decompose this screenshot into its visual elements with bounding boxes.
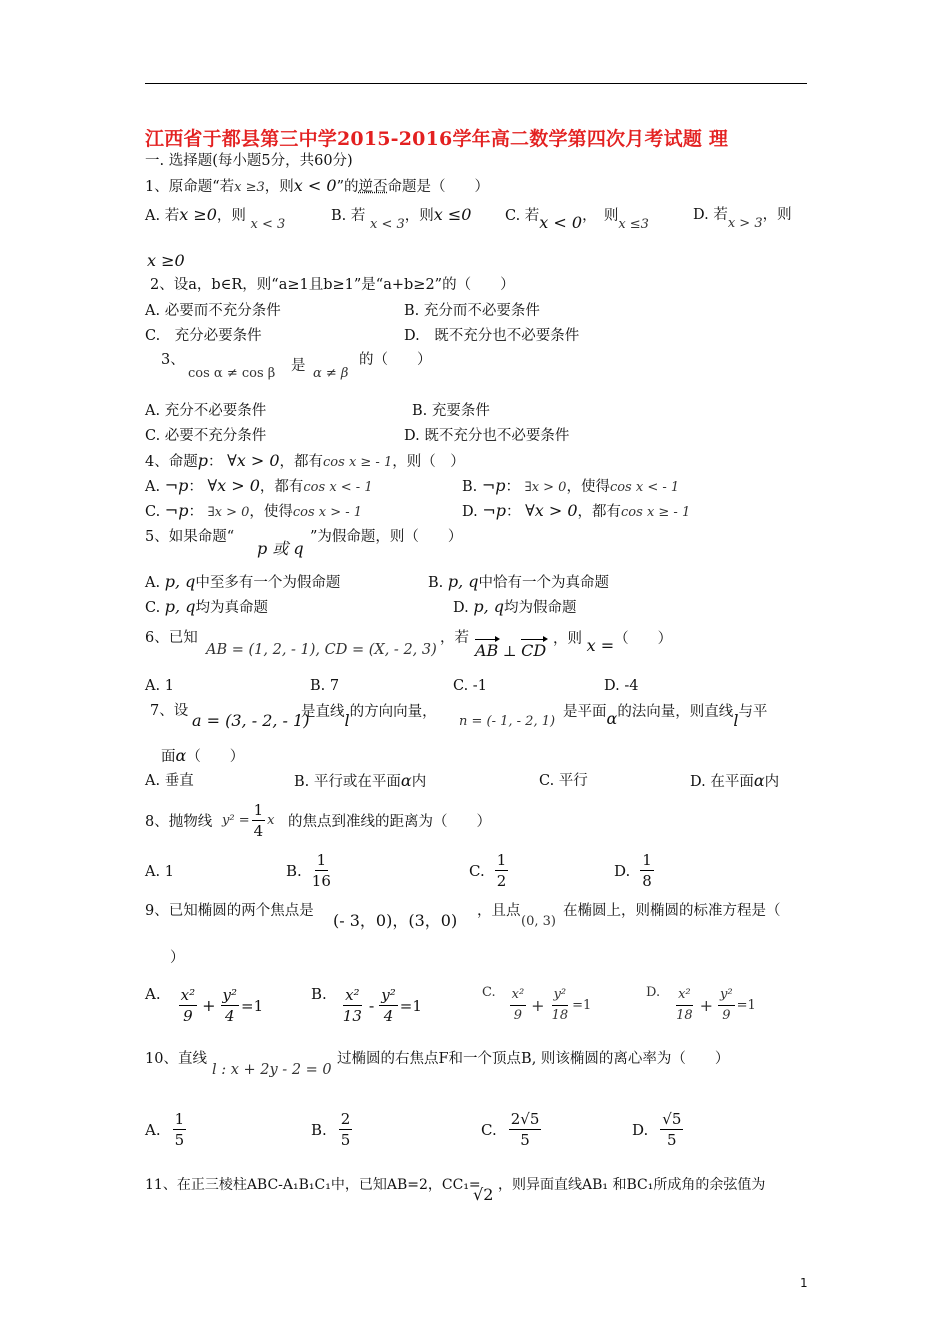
question-8-option-b: B. $\frac{1}{16}$ <box>286 851 331 890</box>
question-2-option-d: D. 既不充分也不必要条件 <box>404 328 580 344</box>
question-4-option-c: C. ¬p： ∃x > 0，使得cos x > - 1 <box>145 501 363 520</box>
question-1-option-b: B. 若 x < 3，则x ≤0 <box>331 205 472 232</box>
question-3-option-b: B. 充要条件 <box>412 403 490 419</box>
question-9-option-d: D. $\frac{\text{x²}}{18}$ + $\frac{\text{y²}}{9}$ =1 <box>646 985 756 1023</box>
question-6-stem-b: ，若 <box>440 630 469 646</box>
question-9-option-a: A. $\frac{\text{x²}}{9}$ + $\frac{\text{y²}}{4}$ =1 <box>145 985 264 1025</box>
question-9-stem-c: 在椭圆上，则椭圆的标准方程是（ <box>563 903 781 919</box>
question-5-option-a: A. p, q中至多有一个为假命题 <box>145 572 341 591</box>
question-6-stem-c: ，则 x =（ ） <box>553 631 673 655</box>
question-10-line: l : x + 2y - 2 = 0 <box>212 1062 332 1078</box>
question-3-number: 3、 <box>161 352 185 368</box>
question-3-tail: 的（ ） <box>359 352 432 368</box>
question-9-stem-b: ，且点 <box>477 903 521 919</box>
question-11-stem-b: ，则异面直线AB₁ 和BC₁所成角的余弦值为 <box>498 1177 766 1193</box>
header-rule <box>145 83 807 84</box>
question-1-option-d-cont: x ≥0 <box>147 251 185 270</box>
question-7-option-c: C. 平行 <box>539 773 588 789</box>
question-1-option-d: D. 若x > 3，则 <box>693 207 792 231</box>
emphasis-dots: 逆否 <box>358 179 388 195</box>
question-7-stem-c: 是平面α的法向量，则直线l与平 <box>563 704 768 730</box>
question-6-option-b: B. 7 <box>310 678 340 694</box>
question-4-option-a: A. ¬p： ∀x > 0，都有cos x < - 1 <box>145 476 373 495</box>
vector-ab: AB <box>475 641 499 660</box>
question-5-option-b: B. p, q中恰有一个为真命题 <box>428 572 610 591</box>
question-7-stem-a: 7、设 <box>150 703 189 719</box>
fraction: $\frac{1}{4}$ <box>253 801 264 840</box>
question-3-is: 是 <box>291 358 306 374</box>
question-3-option-c: C. 必要不充分条件 <box>145 428 267 444</box>
page-title: 江西省于都县第三中学2015-2016学年高二数学第四次月考试题 理 <box>145 128 729 150</box>
question-4-stem: 4、命题p： ∀x > 0，都有cos x ≥ - 1，则（ ） <box>145 451 465 470</box>
question-6-expr: AB = (1, 2, - 1), CD = (X, - 2, 3) <box>206 642 437 658</box>
question-10-option-d: D. $\frac{√5}{5}$ <box>632 1110 682 1149</box>
question-8-stem: 8、抛物线 <box>145 814 213 830</box>
question-5-stem-a: 5、如果命题“ <box>145 529 235 545</box>
section-heading: 一. 选择题(每小题5分，共60分) <box>145 153 353 169</box>
question-9-option-b: B. $\frac{\text{x²}}{13}$ - $\frac{\text{y²}}{4}$ =1 <box>311 985 422 1025</box>
question-9-stem-a: 9、已知椭圆的两个焦点是 <box>145 903 314 919</box>
question-6-stem-a: 6、已知 <box>145 630 198 646</box>
question-3-option-d: D. 既不充分也不必要条件 <box>404 428 570 444</box>
question-10-option-a: A. $\frac{1}{5}$ <box>145 1110 185 1149</box>
question-1-stem: 1、原命题“若x ≥3，则x < 0”的逆否命题是（ ） <box>145 176 489 195</box>
question-9-point: (0, 3) <box>521 914 556 929</box>
question-8-option-a: A. 1 <box>145 864 174 880</box>
question-5-option-d: D. p, q均为假命题 <box>453 597 577 616</box>
question-8-option-c: C. $\frac{1}{2}$ <box>469 851 507 890</box>
question-11-stem-a: 11、在正三棱柱ABC-A₁B₁C₁中，已知AB=2，CC₁= <box>145 1177 481 1193</box>
vector-cd: CD <box>521 641 547 660</box>
question-7-stem-d: 面α（ ） <box>161 746 245 765</box>
question-7-option-a: A. 垂直 <box>145 773 194 789</box>
question-1-option-a: A. 若x ≥0，则 x < 3 <box>145 205 286 232</box>
question-7-vector-a: a = (3, - 2, - 1) <box>192 711 310 730</box>
question-8-equation: y² = $\frac{1}{4}$ x <box>222 801 275 840</box>
question-7-option-d: D. 在平面α内 <box>690 771 780 790</box>
question-3-expr-angle: α ≠ β <box>313 366 349 381</box>
question-3-expr-cos: cos α ≠ cos β <box>188 366 276 381</box>
question-5-expr: p 或 q <box>257 539 304 558</box>
question-10-stem-b: 过椭圆的右焦点F和一个顶点B, 则该椭圆的离心率为（ ） <box>337 1051 730 1067</box>
question-2-option-c: C. 充分必要条件 <box>145 328 262 344</box>
question-8-stem-b: 的焦点到准线的距离为（ ） <box>288 814 491 830</box>
question-7-option-b: B. 平行或在平面α内 <box>294 771 427 790</box>
question-10-stem-a: 10、直线 <box>145 1051 207 1067</box>
question-6-option-c: C. -1 <box>453 678 487 694</box>
question-6-option-d: D. -4 <box>604 678 639 694</box>
question-1-option-c: C. 若x < 0， 则x ≤3 <box>505 208 649 232</box>
question-4-option-b: B. ¬p： ∃x > 0，使得cos x < - 1 <box>462 476 680 495</box>
question-6-option-a: A. 1 <box>145 678 174 694</box>
question-2-option-a: A. 必要而不充分条件 <box>145 303 281 319</box>
question-9-foci: (- 3，0)，(3，0) <box>333 911 458 930</box>
question-3-option-a: A. 充分不必要条件 <box>145 403 267 419</box>
question-9-stem-d: ） <box>170 950 185 966</box>
question-9-option-c: C. $\frac{\text{x²}}{9}$ + $\frac{\text{y²}}{18}$ =1 <box>482 985 592 1023</box>
page-number: 1 <box>800 1276 808 1290</box>
question-2-stem: 2、设a，b∈R，则“a≥1且b≥1”是“a+b≥2”的（ ） <box>150 277 515 293</box>
question-4-option-d: D. ¬p： ∀x > 0，都有cos x ≥ - 1 <box>462 501 691 520</box>
question-8-option-d: D. $\frac{1}{8}$ <box>614 851 652 890</box>
question-10-option-b: B. $\frac{2}{5}$ <box>311 1110 351 1149</box>
question-11-root: √2 <box>473 1185 494 1204</box>
question-7-stem-b: 是直线l的方向向量， <box>301 704 437 730</box>
question-2-option-b: B. 充分而不必要条件 <box>404 303 540 319</box>
question-7-vector-n: n = (- 1, - 2, 1) <box>459 714 556 729</box>
question-10-option-c: C. $\frac{2√5}{5}$ <box>481 1110 540 1149</box>
question-5-stem-b: ”为假命题，则（ ） <box>310 529 463 545</box>
question-5-option-c: C. p, q均为真命题 <box>145 597 268 616</box>
question-6-perp: AB ⊥ CD <box>475 641 547 660</box>
